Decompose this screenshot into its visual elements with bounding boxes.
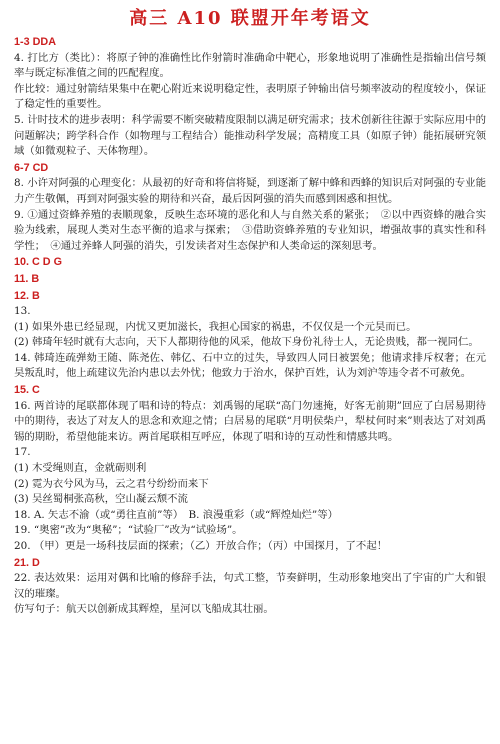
- answer-paragraph: (2) 韩琦年轻时就有大志向，天下人都期待他的风采，他故下身份礼待士人，无论贵贱，都一视同仁。: [14, 336, 479, 349]
- answer-paragraph: 17.: [14, 446, 31, 459]
- answer-key: 6-7 CD: [14, 161, 49, 174]
- answer-key: 15. C: [14, 384, 40, 397]
- answer-key: 10. C D G: [14, 256, 63, 269]
- answer-paragraph: (2) 霓为衣兮风为马，云之君兮纷纷而来下: [14, 477, 209, 490]
- answer-key: 12. B: [14, 289, 40, 302]
- answer-paragraph: 5. 计时技术的进步表明：科学需要不断突破精度限制以满足研究需求；技术创新往往源于实际应用中的问题解决；跨学科合作（如物理与工程结合）能推动科学发展；高精度工具（如原子钟）能拓展研究领域（如微观粒子、天体物理）。: [14, 113, 486, 158]
- answer-paragraph: 8. 小许对阿强的心理变化：从最初的好奇和将信将疑，到逐渐了解中蜂和西蜂的知识后对阿强的专业能力产生敬佩，再到对阿强实验的期待和兴奋，最后因阿强的消失而感到困惑和担忧。: [14, 177, 486, 205]
- answer-paragraph: (1) 如果外患已经显现，内忧又更加滋长，我担心国家的祸患，不仅仅是一个元昊而已。: [14, 320, 417, 333]
- answer-key: 21. D: [14, 556, 40, 569]
- answer-paragraph: 4. 打比方（类比）：将原子钟的准确性比作射箭时准确命中靶心，形象地说明了准确性是指输出信号频率与既定标准值之间的匹配程度。: [14, 51, 486, 80]
- answer-paragraph: 9. ①通过资蜂养殖的表顺现象，反映生态环境的恶化和人与自然关系的紧张； ②以中西资蜂的融合实验为线索，展现人类对生态平衡的追求与探索； ③借助资蜂养殖的专业知识，增强故事的真实性和科学性； ④通过养蜂人阿强的消失，引发读者对生态保护和人类命运的深刻思考。: [14, 208, 486, 252]
- answer-paragraph: (1) 木受绳则直，金就砺则利: [14, 462, 147, 475]
- answer-paragraph: 仿写句子：航天以创新成其辉煌，星河以飞船成其壮丽。: [14, 603, 274, 616]
- answer-paragraph: 22. 表达效果：运用对偶和比喻的修辞手法，句式工整，节奏鲜明，生动形象地突出了宇宙的广大和银汉的璀璨。: [14, 572, 486, 600]
- answer-paragraph: 13.: [14, 305, 31, 318]
- answer-content: [14, 35, 486, 618]
- answer-paragraph: 14. 韩琦连疏弹劾王随、陈尧佐、韩亿、石中立的过失，导致四人同日被罢免；他请求排斥权奢；在元昊叛乱时，他上疏建议先治内患以去外忧；他致力于治水，保护百姓，认为刘沪等违令者不可赦免。: [14, 351, 486, 380]
- answer-paragraph: (3) 吴丝蜀桐张高秋，空山凝云颓不流: [14, 493, 188, 506]
- answer-paragraph: 作比较：通过射箭结果集中在靶心附近来说明稳定性，表明原子钟输出信号频率波动的程度较小，保证了稳定性的重要性。: [14, 82, 486, 111]
- page-title: 高三 A10 联盟开年考语文: [129, 8, 371, 29]
- answer-paragraph: 19. “奥密”改为“奥秘”；“试验厂”改为“试验场”。: [14, 524, 243, 537]
- answer-paragraph: 16. 两首诗的尾联都体现了唱和诗的特点：刘禹锡的尾联“高门勿速掩，好客无前期”回应了白居易期待中的期待，表达了对友人的思念和欢迎之情；白居易的尾联“月明侯柴户，犁杖何时来”则表达了对刘禹锡的期盼，希望他能来访。两首尾联相互呼应，体现了唱和诗的互动性和情感共鸣。: [14, 399, 486, 443]
- answer-key: 1-3 DDA: [14, 36, 56, 48]
- answer-key: 11. B: [14, 272, 40, 285]
- answer-paragraph: 18. A. 矢志不渝（或“勇往直前”等） B. 浪漫重彩（或“辉煌灿烂”等）: [14, 508, 338, 521]
- answer-paragraph: 20. （甲）更是一场科技层面的探索；（乙）开放合作；（丙）中国探月，了不起！: [14, 540, 388, 552]
